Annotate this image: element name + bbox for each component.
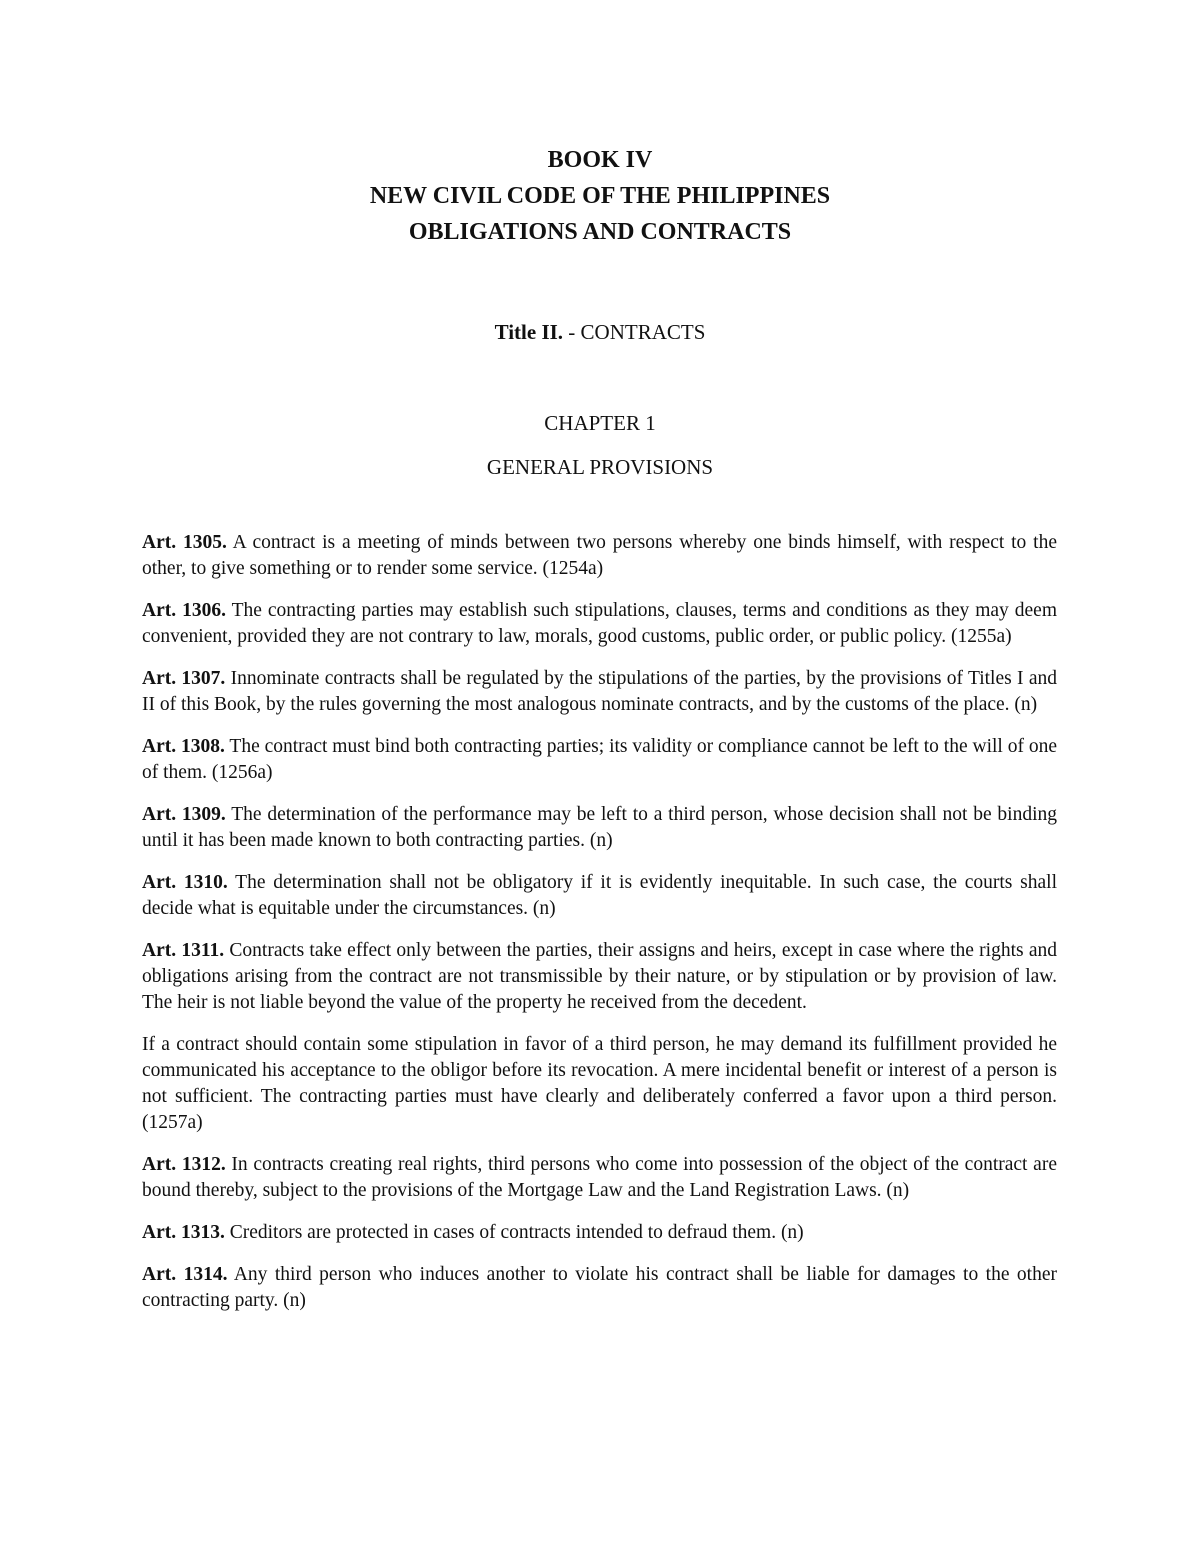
- article-label: Art. 1309.: [142, 804, 226, 825]
- article-text: The determination of the performance may be left to a third person, whose decision shall not be binding until it has been made known to both contracting parties. (n): [142, 804, 1057, 851]
- article-text: A contract is a meeting of minds between two persons whereby one binds himself, with respect to the other, to give something or to render some service. (1254a): [142, 532, 1057, 579]
- articles-body: [142, 530, 1057, 1330]
- book-heading: BOOK IV: [547, 147, 653, 173]
- article-paragraph: [142, 530, 1057, 582]
- article-label: Art. 1306.: [142, 600, 226, 621]
- article-label: Art. 1305.: [142, 532, 227, 553]
- chapter-heading: CHAPTER 1: [544, 411, 656, 435]
- article-text: In contracts creating real rights, third persons who come into possession of the object of the contract are bound thereby, subject to the provisions of the Mortgage Law and the Land Registration Laws. (n): [142, 1154, 1057, 1201]
- article-label: Art. 1311.: [142, 940, 225, 961]
- article-label: Art. 1312.: [142, 1154, 226, 1175]
- article-paragraph: [142, 598, 1057, 650]
- subject-heading: OBLIGATIONS AND CONTRACTS: [408, 219, 792, 245]
- article-text: Contracts take effect only between the parties, their assigns and heirs, except in case where the rights and obligations arising from the contract are not transmissible by their nature, or by stipulation or by provision of law. The heir is not liable beyond the value of the property he received from the decedent.: [142, 940, 1058, 1013]
- article-paragraph: [142, 1152, 1057, 1204]
- title-heading: [0, 318, 1200, 346]
- document-header: [0, 142, 1200, 250]
- article-paragraph: [142, 802, 1057, 854]
- article-text: Innominate contracts shall be regulated by the stipulations of the parties, by the provisions of Titles I and II of this Book, by the rules governing the most analogous nominate contracts, and by the customs of the place. (n): [142, 668, 1057, 715]
- article-text: If a contract should contain some stipulation in favor of a third person, he may demand its fulfillment provided he communicated his acceptance to the obligor before its revocation. A mere incidental benefit or interest of a person is not sufficient. The contracting parties must have clearly and deliberately conferred a favor upon a third person. (1257a): [142, 1034, 1057, 1133]
- article-label: Art. 1314.: [142, 1264, 228, 1285]
- article-text: Any third person who induces another to violate his contract shall be liable for damages to the other contracting party. (n): [142, 1264, 1058, 1311]
- article-text: Creditors are protected in cases of contracts intended to defraud them. (n): [224, 1222, 804, 1243]
- article-label: Art. 1313.: [142, 1222, 225, 1243]
- chapter-subheading: GENERAL PROVISIONS: [486, 455, 714, 479]
- article-label: Art. 1310.: [142, 872, 228, 893]
- article-label: Art. 1308.: [142, 736, 225, 757]
- article-text: The contract must bind both contracting parties; its validity or compliance cannot be left to the will of one of them. (1256a): [142, 736, 1057, 783]
- title-text: - CONTRACTS: [563, 320, 706, 344]
- article-continuation-paragraph: [142, 1032, 1057, 1136]
- article-paragraph: [142, 666, 1057, 718]
- article-text: The determination shall not be obligatory if it is evidently inequitable. In such case, the courts shall decide what is equitable under the circumstances. (n): [142, 872, 1057, 919]
- article-label: Art. 1307.: [142, 668, 226, 689]
- article-paragraph: [142, 1220, 1057, 1246]
- article-paragraph: [142, 1262, 1057, 1314]
- title-label: Title II.: [494, 320, 564, 344]
- article-paragraph: [142, 938, 1057, 1016]
- article-paragraph: [142, 734, 1057, 786]
- article-text: The contracting parties may establish such stipulations, clauses, terms and conditions as they may deem convenient, provided they are not contrary to law, morals, good customs, public order, or public policy. (1255a): [142, 600, 1057, 647]
- article-paragraph: [142, 870, 1057, 922]
- code-heading: NEW CIVIL CODE OF THE PHILIPPINES: [369, 183, 831, 209]
